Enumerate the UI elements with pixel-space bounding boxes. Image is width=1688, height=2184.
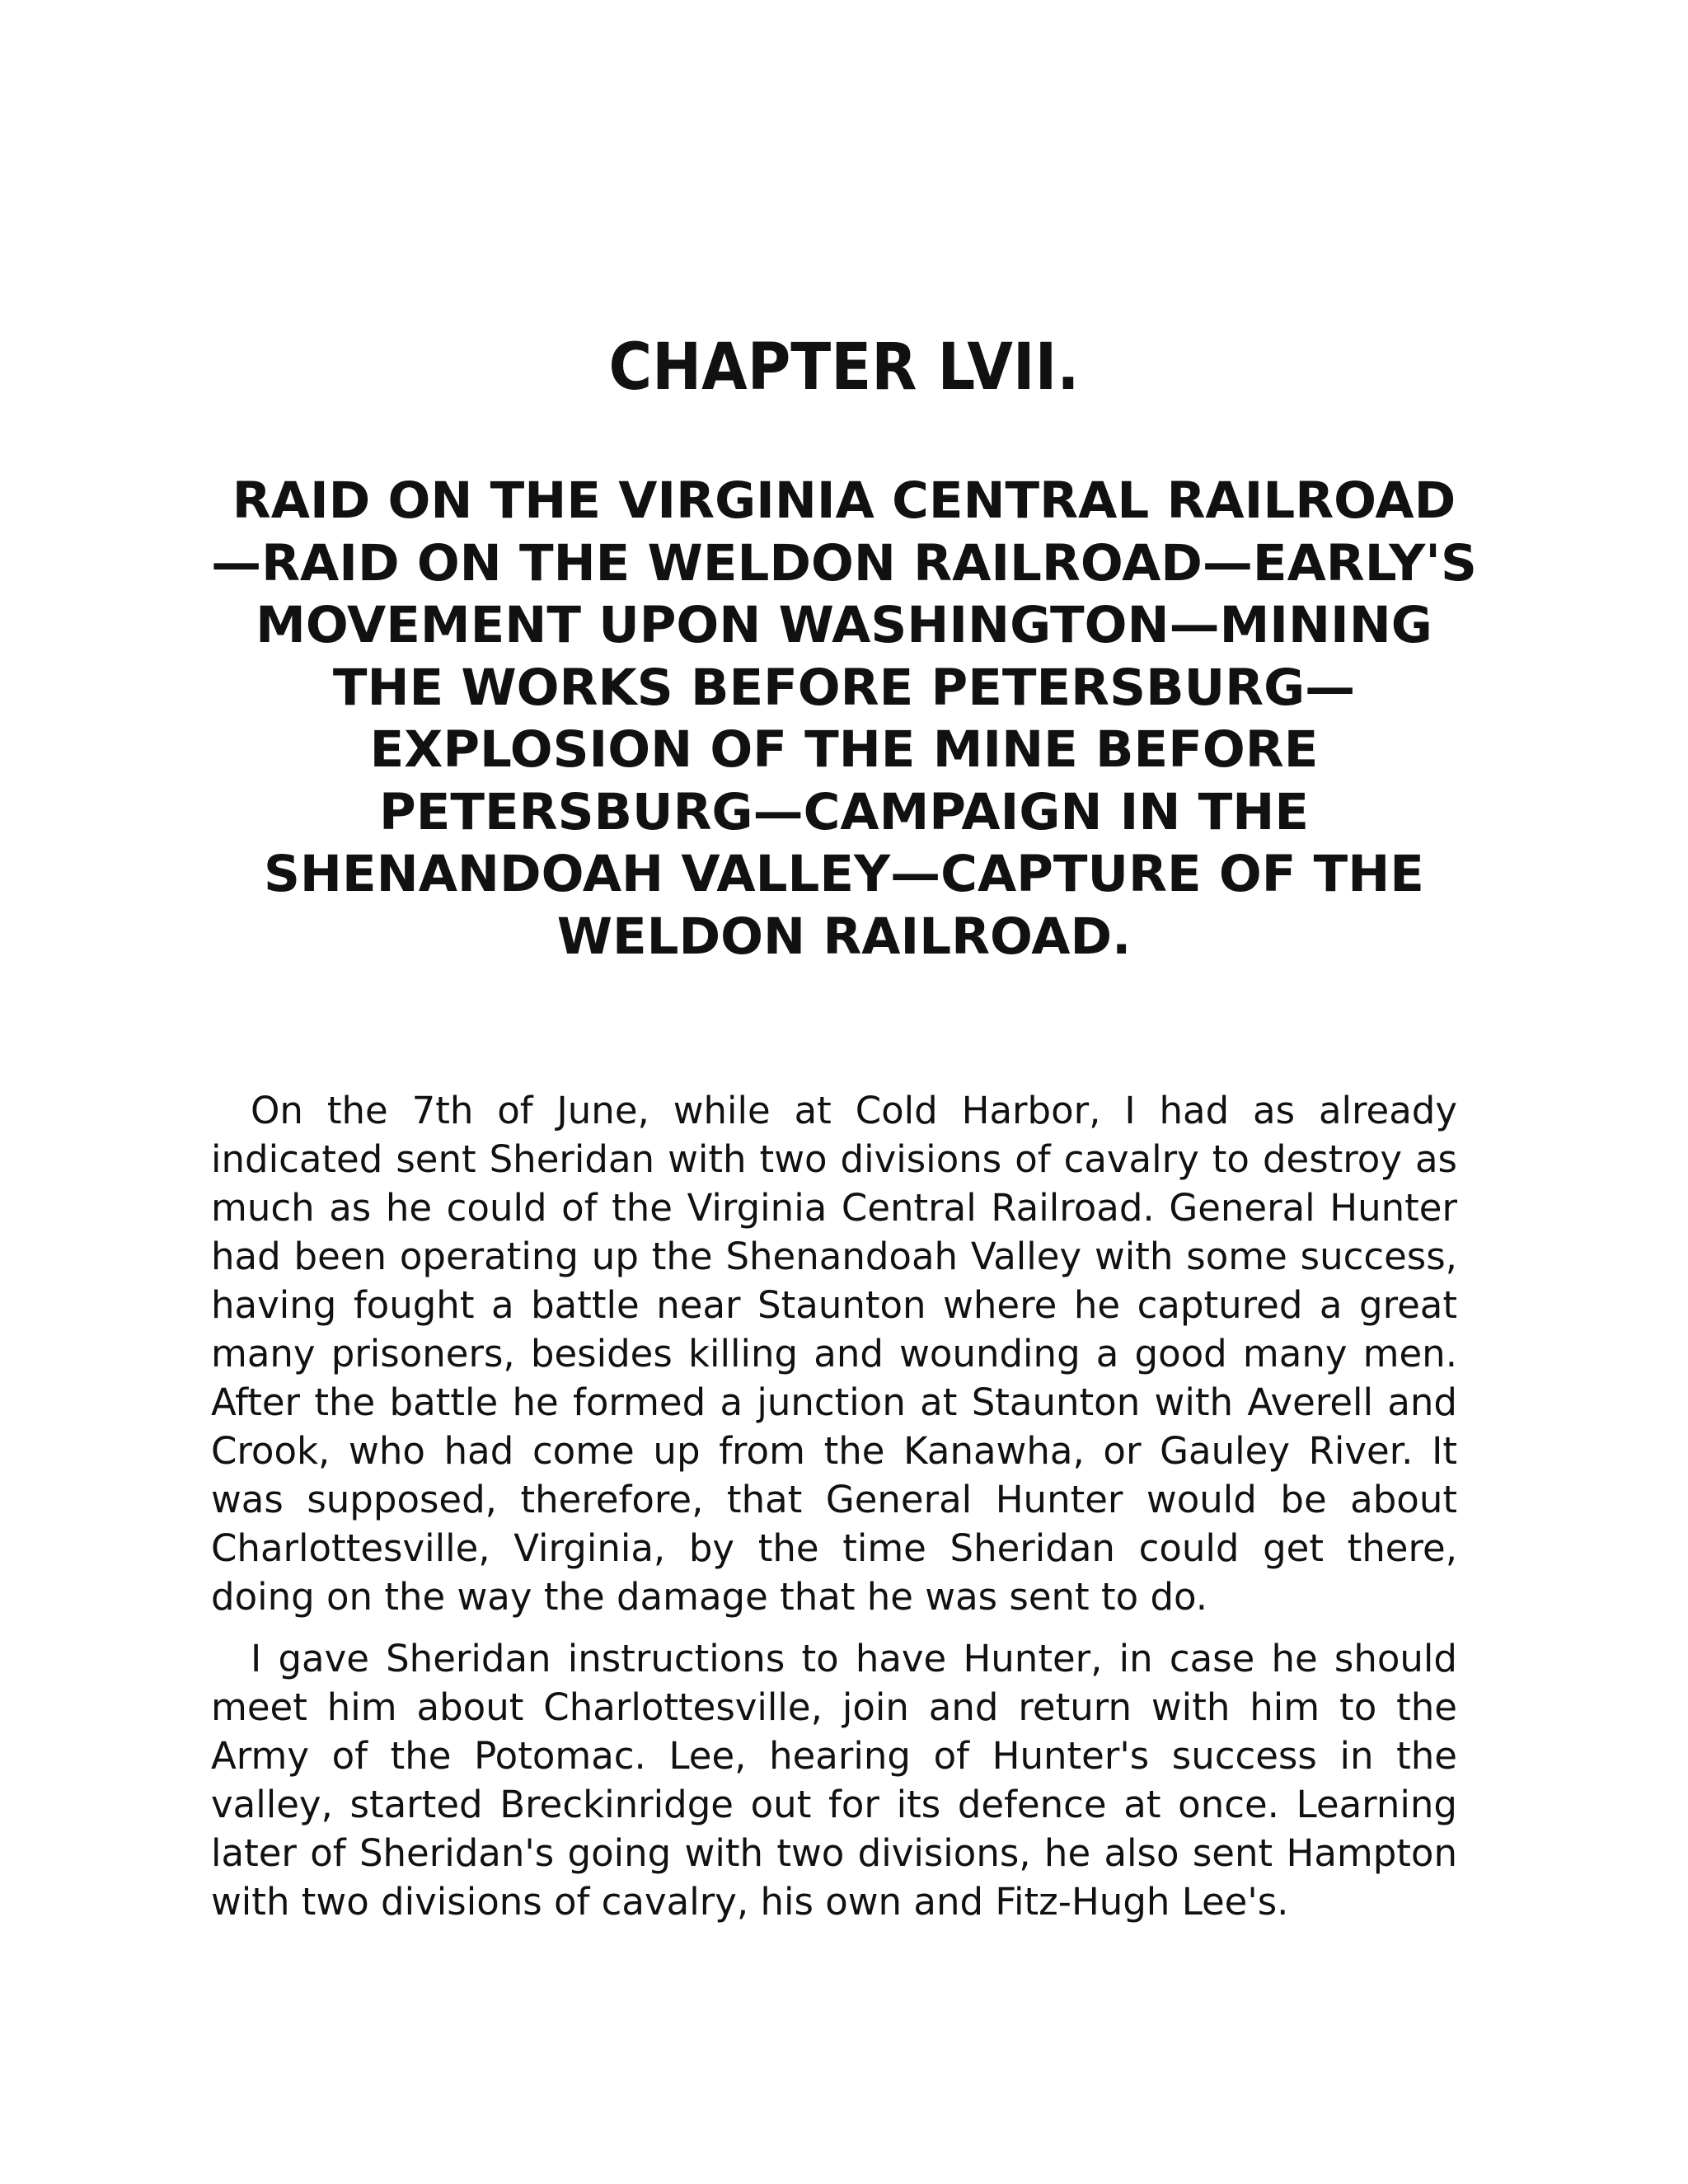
paragraph-2: I gave Sheridan instructions to have Hunter, in case he should meet him about Charlottesville, join and return with him to the Army of the Potomac. Lee, hearing of Hunter's success in the valley, started Breckinridge out for its defence at once. Learning later of Sheridan's going with two divisions, he also sent Hampton with two divisions of cavalry, his own and Fitz-Hugh Lee's. bbox=[211, 1637, 1457, 1924]
chapter-subtitle: RAID ON THE VIRGINIA CENTRAL RAILROAD —RAID ON THE WELDON RAILROAD—EARLY'S MOVEMENT UPON WASHINGTON—MINING THE WORKS BEFORE PETERSBURG— EXPLOSION OF THE MINE BEFORE PETERSBURG—CAMPAIGN IN THE SHENANDOAH VALLEY—CAPTURE OF THE WELDON RAILROAD. bbox=[211, 471, 1477, 966]
chapter-title: CHAPTER LVII. bbox=[608, 330, 1080, 405]
paragraph-1: On the 7th of June, while at Cold Harbor, I had as already indicated sent Sheridan with two divisions of cavalry to destroy as much as he could of the Virginia Central Railroad. General Hunter had been operating up the Shenandoah Valley with some success, having fought a battle near Staunton where he captured a great many prisoners, besides killing and wounding a good many men. After the battle he formed a junction at Staunton with Averell and Crook, who had come up from the Kanawha, or Gauley River. It was supposed, therefore, that General Hunter would be about Charlottesville, Virginia, by the time Sheridan could get there, doing on the way the damage that he was sent to do. bbox=[211, 1089, 1457, 1619]
chapter-body bbox=[211, 1086, 1457, 1939]
